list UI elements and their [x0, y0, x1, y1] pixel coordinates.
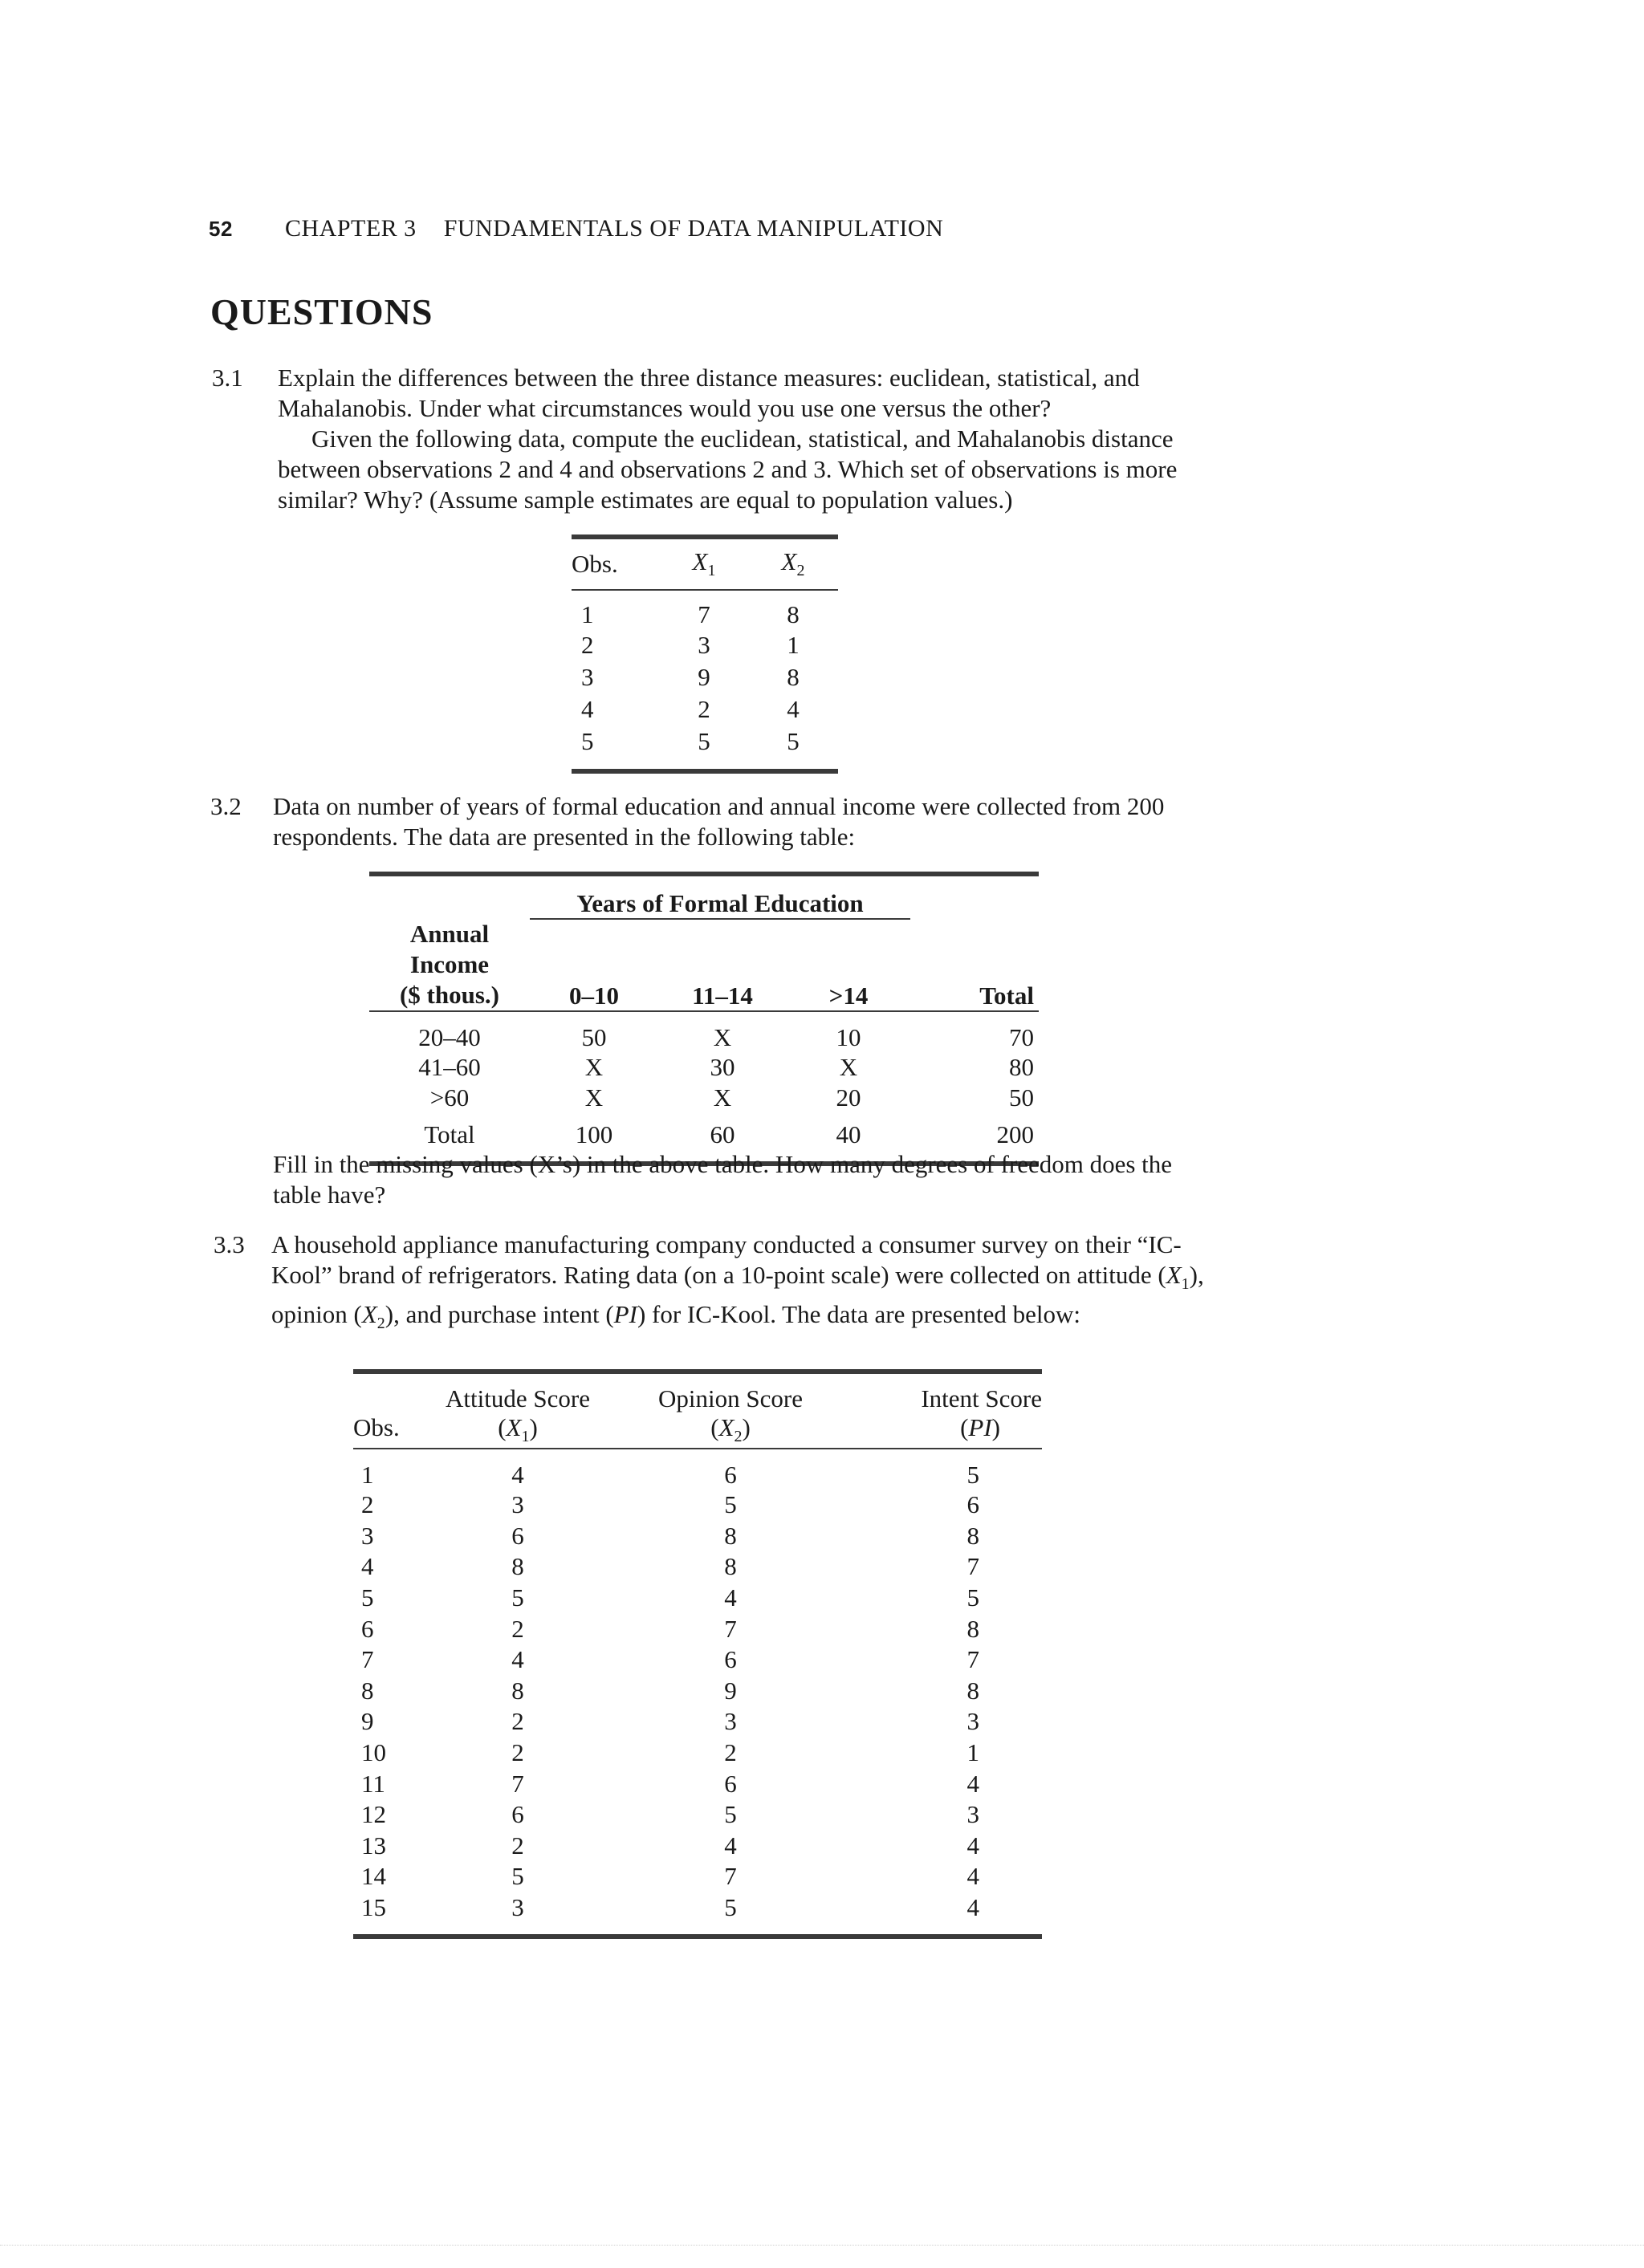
section-title: QUESTIONS: [210, 291, 433, 332]
table-cell: 14: [361, 1862, 386, 1891]
table-cell: 2: [511, 1831, 524, 1860]
question-paragraph: Given the following data, compute the euclidean, statistical, and Mahalanobis distance between observations 2 and 4 and observations 2 and 3. Which set of observations is more similar? Why? (Assume sample estimates are equal to population values.): [278, 425, 1178, 514]
table-cell: 4: [966, 1893, 979, 1922]
table-cell: 6: [511, 1521, 524, 1550]
table-cell: 4: [966, 1831, 979, 1860]
table-cell: 5: [511, 1583, 524, 1612]
column-subheader: $(X_1)$: [498, 1413, 538, 1446]
table-cell: 20: [836, 1083, 861, 1112]
table-row: [353, 1490, 1042, 1521]
table-cell: 9: [698, 663, 710, 691]
table-cell: 3: [966, 1800, 979, 1829]
table-cell: 5: [724, 1800, 737, 1829]
column-header: Attitude Score: [446, 1384, 590, 1412]
survey-ratings-table: [353, 1369, 1042, 1939]
table-cell: 4: [511, 1461, 524, 1489]
question-3-2-followup: [212, 1149, 1215, 1210]
question-number: 3.3: [214, 1230, 245, 1258]
question-paragraph: Data on number of years of formal education and annual income were collected from 200 respondents. The data are presented in the following table:: [273, 792, 1165, 851]
table-cell: 3: [966, 1707, 979, 1736]
chapter-label: CHAPTER 3: [285, 215, 417, 242]
table-cell: 6: [724, 1645, 737, 1674]
question-3-2: [212, 791, 1215, 852]
table-cell: 4: [581, 695, 594, 723]
table-cell: 8: [787, 663, 800, 691]
table-cell: X: [713, 1023, 732, 1051]
table-cell: 8: [361, 1676, 374, 1705]
scan-edge-bottom: [0, 2245, 1644, 2268]
table-cell: 6: [724, 1461, 737, 1489]
table-cell: 3: [581, 663, 594, 691]
table-cell: 8: [966, 1614, 979, 1643]
column-header: Obs.: [353, 1413, 400, 1441]
table-cell: 41–60: [418, 1053, 481, 1081]
table-cell: 2: [511, 1707, 524, 1736]
table-row: [369, 1083, 1039, 1113]
table-row: [572, 693, 838, 726]
income-education-table: [369, 872, 1039, 1166]
distance-data-table: [572, 534, 838, 774]
table-cell: 8: [966, 1521, 979, 1550]
table-cell: 5: [724, 1893, 737, 1922]
table-cell: 6: [511, 1800, 524, 1829]
column-header: 0–10: [569, 982, 619, 1010]
table-cell: 4: [966, 1769, 979, 1798]
table-cell: 1: [787, 631, 800, 659]
table-row: [572, 629, 838, 661]
table-cell: 2: [698, 695, 710, 723]
table-cell: 5: [361, 1583, 374, 1612]
table-cell: 4: [724, 1831, 737, 1860]
table-cell: 5: [724, 1490, 737, 1519]
table-row: [353, 1521, 1042, 1552]
table-cell: 50: [581, 1023, 607, 1051]
column-header: Intent Score: [921, 1384, 1042, 1412]
scan-edge-right: [1612, 0, 1644, 2268]
table-cell: 10: [361, 1738, 386, 1767]
question-3-3: [212, 1230, 1215, 1339]
question-number: 3.2: [210, 792, 242, 820]
table-cell: 7: [511, 1769, 524, 1798]
column-header: Opinion Score: [658, 1384, 803, 1412]
table-cell: >60: [429, 1083, 470, 1112]
table-cell: 3: [361, 1521, 374, 1550]
table-row: [353, 1768, 1042, 1799]
table-cell: 4: [361, 1552, 374, 1581]
column-header: Obs.: [572, 550, 618, 578]
table-cell: 2: [581, 631, 594, 659]
table-cell: 4: [511, 1645, 524, 1674]
total-cell: 100: [575, 1120, 613, 1148]
row-header-line1: Annual Income: [409, 920, 490, 978]
total-cell: 60: [710, 1120, 735, 1148]
table-cell: 2: [724, 1738, 737, 1767]
table-cell: 50: [1009, 1083, 1034, 1112]
table-cell: 5: [966, 1583, 979, 1612]
total-cell: 40: [836, 1120, 861, 1148]
column-header: $X_1$: [692, 547, 716, 580]
table-cell: 15: [361, 1893, 386, 1922]
table-cell: 7: [724, 1862, 737, 1891]
table-cell: 5: [581, 727, 594, 755]
table-cell: 4: [966, 1862, 979, 1891]
table-cell: 6: [966, 1490, 979, 1519]
table-row: [572, 726, 838, 771]
table-row: [369, 1052, 1039, 1083]
table-row: [353, 1861, 1042, 1892]
total-cell: Total: [424, 1120, 475, 1148]
table-row: [353, 1799, 1042, 1831]
table-row: [369, 1011, 1039, 1052]
column-subheader: (PI): [960, 1413, 1000, 1441]
table-cell: 70: [1009, 1023, 1034, 1051]
table-row: [572, 590, 838, 629]
table-row: [353, 1892, 1042, 1937]
table-cell: 10: [836, 1023, 861, 1051]
table-cell: 1: [361, 1461, 374, 1489]
table-cell: 3: [724, 1707, 737, 1736]
table-row: [353, 1613, 1042, 1644]
table-row: [353, 1831, 1042, 1862]
table-cell: 5: [787, 727, 800, 755]
table-cell: 7: [724, 1614, 737, 1643]
table-cell: 3: [511, 1893, 524, 1922]
table-row: [353, 1551, 1042, 1583]
table-cell: 2: [511, 1614, 524, 1643]
table-row: [353, 1676, 1042, 1707]
table-cell: 2: [361, 1490, 374, 1519]
table-cell: X: [713, 1083, 732, 1112]
table-cell: 9: [724, 1676, 737, 1705]
table-row: [353, 1738, 1042, 1769]
row-header-line2: ($ thous.): [399, 981, 499, 1009]
table-cell: 11: [361, 1769, 385, 1798]
column-header: >14: [828, 982, 869, 1010]
table-row: [353, 1706, 1042, 1738]
table-cell: 20–40: [418, 1023, 481, 1051]
table-cell: 7: [698, 600, 710, 628]
table-cell: 8: [724, 1521, 737, 1550]
table-row: [353, 1644, 1042, 1676]
column-subheader: $(X_2)$: [710, 1413, 751, 1446]
table-cell: 5: [511, 1862, 524, 1891]
table-cell: 8: [511, 1676, 524, 1705]
table-cell: 12: [361, 1800, 386, 1829]
table-cell: 8: [724, 1552, 737, 1581]
table-cell: 80: [1009, 1053, 1034, 1081]
row-header: [369, 919, 530, 1011]
table-cell: 5: [698, 727, 710, 755]
column-header: Total: [979, 982, 1034, 1010]
table-cell: 7: [966, 1645, 979, 1674]
table-cell: 8: [966, 1676, 979, 1705]
question-paragraph: Explain the differences between the three distance measures: euclidean, statistical, and Mahalanobis. Under what circumstances would you use one versus the other?: [278, 364, 1140, 422]
table-cell: 7: [966, 1552, 979, 1581]
chapter-title: FUNDAMENTALS OF DATA MANIPULATION: [443, 215, 944, 242]
table-cell: 3: [698, 631, 710, 659]
question-number: 3.1: [212, 364, 243, 392]
question-paragraph: Fill in the missing values (X’s) in the above table. How many degrees of freedom does the table have?: [273, 1150, 1173, 1209]
table-cell: 6: [361, 1614, 374, 1643]
table-cell: 1: [581, 600, 594, 628]
table-cell: X: [839, 1053, 858, 1081]
table-cell: X: [584, 1083, 604, 1112]
question-paragraph: A household appliance manufacturing company conducted a consumer survey on their “IC-Kool” brand of refrigerators. Rating data (on a 10-point scale) were collected on attitude $(X_1)$, opinion $(X_2)$, and purchase intent (PI) for IC-Kool. The data are presented below:: [271, 1230, 1204, 1333]
table-cell: X: [584, 1053, 604, 1081]
table-cell: 6: [724, 1769, 737, 1798]
total-cell: 200: [996, 1120, 1034, 1148]
table-row: [572, 661, 838, 693]
question-3-1: [212, 363, 1215, 515]
table-cell: 8: [511, 1552, 524, 1581]
table-cell: 9: [361, 1707, 374, 1736]
column-header: 11–14: [692, 982, 753, 1010]
table-cell: 1: [966, 1738, 979, 1767]
table-cell: 30: [710, 1053, 735, 1081]
table-row: [353, 1583, 1042, 1614]
page-number: 52: [209, 217, 233, 241]
table-cell: 4: [724, 1583, 737, 1612]
table-cell: 3: [511, 1490, 524, 1519]
column-header: $X_2$: [781, 547, 805, 580]
table-row: [353, 1449, 1042, 1490]
table-cell: 7: [361, 1645, 374, 1674]
spanner-header: Years of Formal Education: [530, 874, 910, 919]
table-cell: 4: [787, 695, 800, 723]
table-cell: 13: [361, 1831, 386, 1860]
table-cell: 8: [787, 600, 800, 628]
running-head: [209, 215, 943, 242]
table-cell: 2: [511, 1738, 524, 1767]
table-cell: 5: [966, 1461, 979, 1489]
